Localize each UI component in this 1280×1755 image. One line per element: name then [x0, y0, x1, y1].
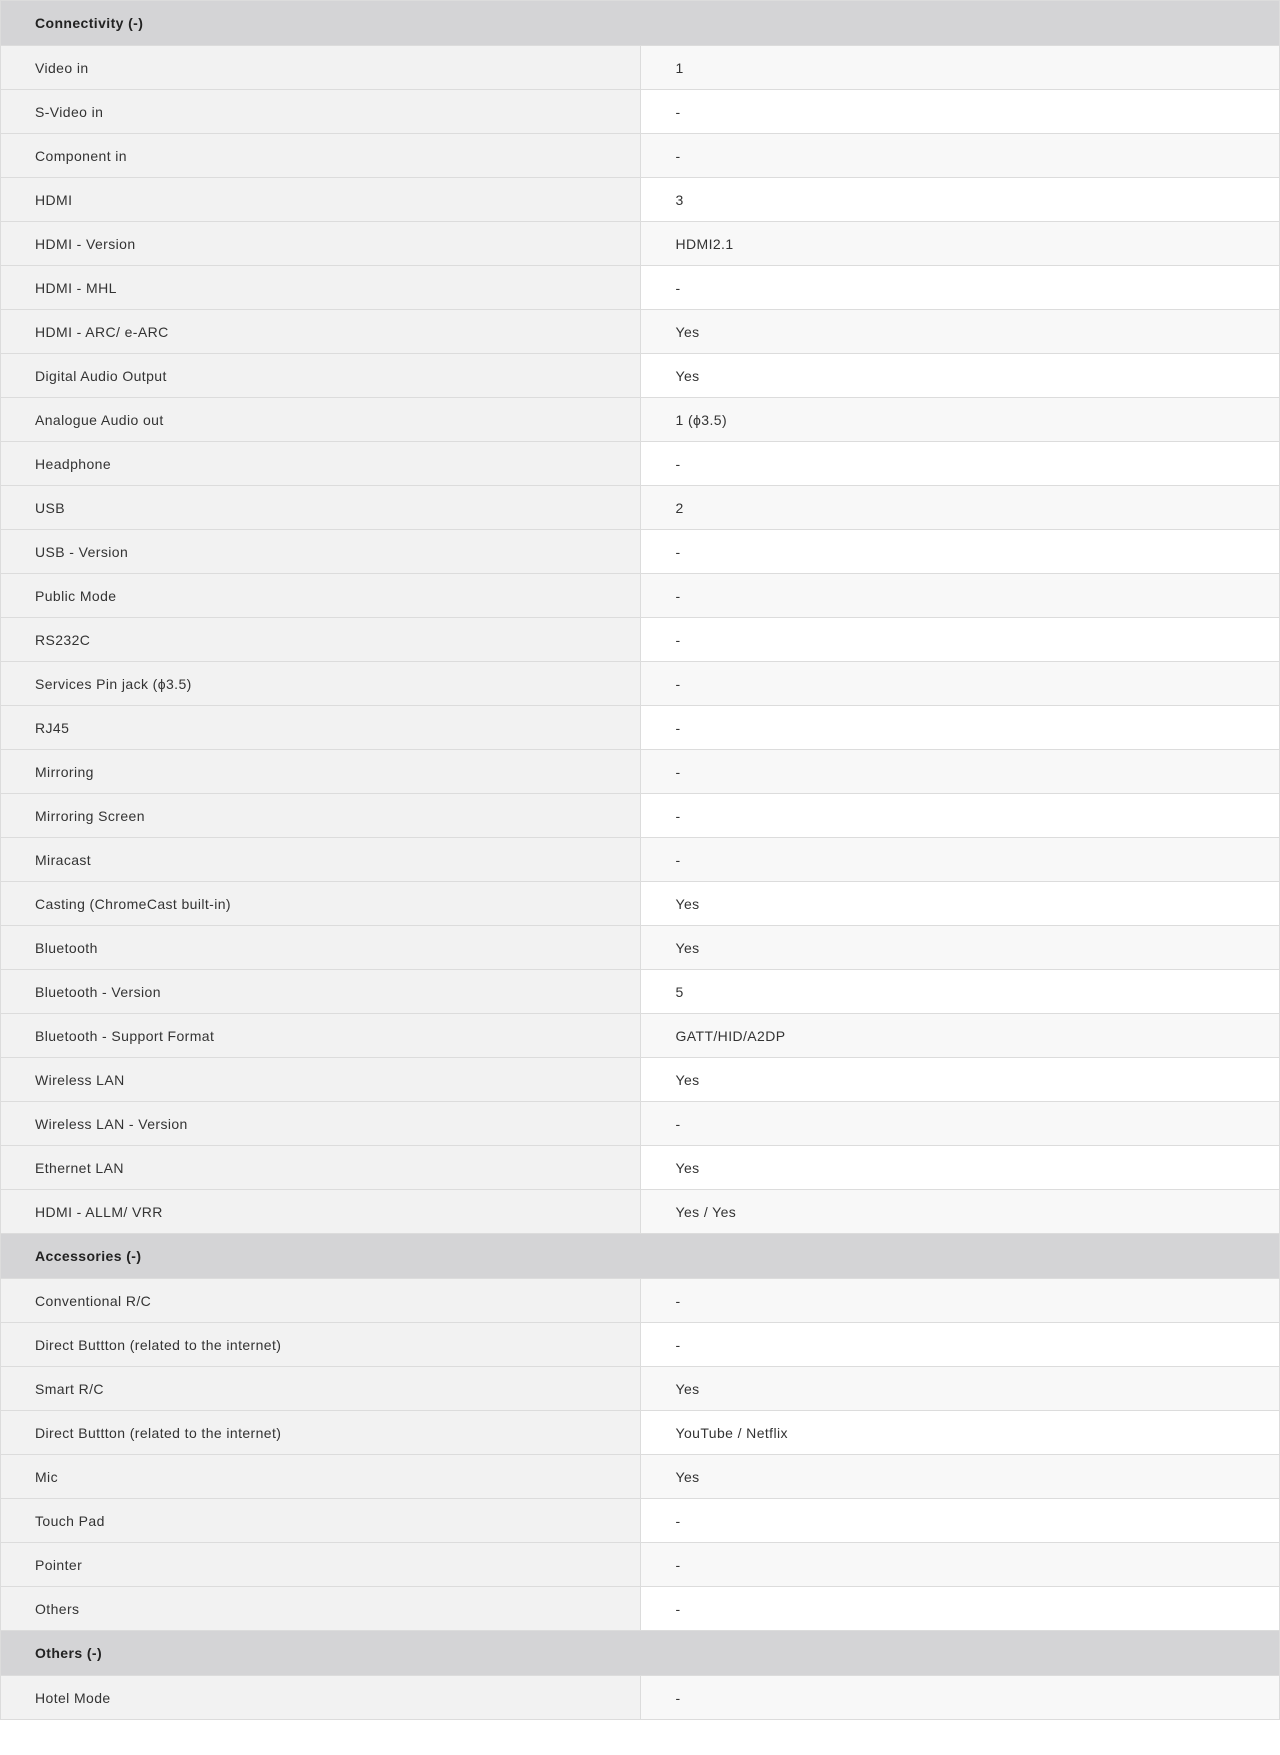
- spec-label: Wireless LAN - Version: [1, 1102, 641, 1146]
- spec-row: [1, 46, 1280, 90]
- spec-label: HDMI - ALLM/ VRR: [1, 1190, 641, 1234]
- spec-value: 2: [640, 486, 1280, 530]
- section-title[interactable]: Others (-): [1, 1631, 1280, 1676]
- spec-value: -: [640, 838, 1280, 882]
- spec-label: S-Video in: [1, 90, 641, 134]
- spec-row: [1, 1543, 1280, 1587]
- spec-value: -: [640, 134, 1280, 178]
- spec-value: HDMI2.1: [640, 222, 1280, 266]
- spec-row: [1, 1190, 1280, 1234]
- spec-value: -: [640, 1587, 1280, 1631]
- spec-label: Conventional R/C: [1, 1279, 641, 1323]
- spec-row: [1, 398, 1280, 442]
- spec-label: Component in: [1, 134, 641, 178]
- spec-row: [1, 662, 1280, 706]
- spec-label: USB - Version: [1, 530, 641, 574]
- spec-label: Mirroring Screen: [1, 794, 641, 838]
- spec-row: [1, 266, 1280, 310]
- spec-label: HDMI: [1, 178, 641, 222]
- spec-row: [1, 1279, 1280, 1323]
- spec-label: Ethernet LAN: [1, 1146, 641, 1190]
- spec-row: [1, 706, 1280, 750]
- section-header-connectivity[interactable]: [1, 1, 1280, 46]
- spec-value: -: [640, 618, 1280, 662]
- spec-label: Video in: [1, 46, 641, 90]
- spec-value: -: [640, 750, 1280, 794]
- spec-row: [1, 1323, 1280, 1367]
- spec-label: Smart R/C: [1, 1367, 641, 1411]
- spec-value: Yes: [640, 882, 1280, 926]
- spec-row: [1, 1014, 1280, 1058]
- spec-label: Wireless LAN: [1, 1058, 641, 1102]
- spec-row: [1, 90, 1280, 134]
- spec-value: -: [640, 266, 1280, 310]
- spec-row: [1, 1146, 1280, 1190]
- spec-row: [1, 178, 1280, 222]
- spec-label: Direct Buttton (related to the internet): [1, 1411, 641, 1455]
- spec-label: Direct Buttton (related to the internet): [1, 1323, 641, 1367]
- spec-value: Yes: [640, 1146, 1280, 1190]
- spec-value: -: [640, 90, 1280, 134]
- spec-row: [1, 1058, 1280, 1102]
- spec-value: YouTube / Netflix: [640, 1411, 1280, 1455]
- spec-value: -: [640, 1102, 1280, 1146]
- spec-value: -: [640, 442, 1280, 486]
- spec-label: HDMI - ARC/ e-ARC: [1, 310, 641, 354]
- spec-row: [1, 882, 1280, 926]
- spec-row: [1, 1411, 1280, 1455]
- spec-label: Miracast: [1, 838, 641, 882]
- spec-row: [1, 1676, 1280, 1720]
- spec-value: 1: [640, 46, 1280, 90]
- spec-value: -: [640, 662, 1280, 706]
- spec-label: Analogue Audio out: [1, 398, 641, 442]
- spec-label: Others: [1, 1587, 641, 1631]
- spec-row: [1, 574, 1280, 618]
- spec-label: Mic: [1, 1455, 641, 1499]
- spec-label: Hotel Mode: [1, 1676, 641, 1720]
- spec-label: Bluetooth - Support Format: [1, 1014, 641, 1058]
- spec-label: USB: [1, 486, 641, 530]
- spec-label: Casting (ChromeCast built-in): [1, 882, 641, 926]
- spec-row: [1, 1587, 1280, 1631]
- spec-value: -: [640, 1279, 1280, 1323]
- spec-value: Yes: [640, 1455, 1280, 1499]
- spec-label: HDMI - MHL: [1, 266, 641, 310]
- spec-row: [1, 1499, 1280, 1543]
- spec-value: Yes: [640, 926, 1280, 970]
- spec-row: [1, 134, 1280, 178]
- spec-label: Pointer: [1, 1543, 641, 1587]
- spec-row: [1, 1102, 1280, 1146]
- spec-table-body: [1, 1, 1280, 1720]
- spec-label: Headphone: [1, 442, 641, 486]
- spec-row: [1, 1455, 1280, 1499]
- spec-value: Yes / Yes: [640, 1190, 1280, 1234]
- spec-row: [1, 838, 1280, 882]
- spec-label: Digital Audio Output: [1, 354, 641, 398]
- spec-label: Bluetooth: [1, 926, 641, 970]
- spec-row: [1, 486, 1280, 530]
- spec-row: [1, 530, 1280, 574]
- spec-value: GATT/HID/A2DP: [640, 1014, 1280, 1058]
- spec-value: Yes: [640, 1058, 1280, 1102]
- spec-value: -: [640, 574, 1280, 618]
- spec-row: [1, 926, 1280, 970]
- spec-value: Yes: [640, 1367, 1280, 1411]
- spec-value: -: [640, 1676, 1280, 1720]
- spec-label: Mirroring: [1, 750, 641, 794]
- spec-row: [1, 618, 1280, 662]
- section-header-others[interactable]: [1, 1631, 1280, 1676]
- spec-label: HDMI - Version: [1, 222, 641, 266]
- spec-value: -: [640, 794, 1280, 838]
- spec-label: Touch Pad: [1, 1499, 641, 1543]
- spec-value: Yes: [640, 354, 1280, 398]
- spec-value: 3: [640, 178, 1280, 222]
- section-header-accessories[interactable]: [1, 1234, 1280, 1279]
- spec-value: -: [640, 530, 1280, 574]
- spec-value: 1 (ϕ3.5): [640, 398, 1280, 442]
- section-title[interactable]: Connectivity (-): [1, 1, 1280, 46]
- spec-label: RS232C: [1, 618, 641, 662]
- spec-value: 5: [640, 970, 1280, 1014]
- spec-row: [1, 310, 1280, 354]
- spec-label: Bluetooth - Version: [1, 970, 641, 1014]
- spec-value: -: [640, 1543, 1280, 1587]
- section-title[interactable]: Accessories (-): [1, 1234, 1280, 1279]
- spec-row: [1, 1367, 1280, 1411]
- spec-row: [1, 222, 1280, 266]
- spec-row: [1, 970, 1280, 1014]
- spec-row: [1, 354, 1280, 398]
- spec-value: -: [640, 1499, 1280, 1543]
- spec-label: RJ45: [1, 706, 641, 750]
- spec-row: [1, 794, 1280, 838]
- spec-row: [1, 750, 1280, 794]
- spec-label: Services Pin jack (ϕ3.5): [1, 662, 641, 706]
- spec-value: -: [640, 1323, 1280, 1367]
- spec-label: Public Mode: [1, 574, 641, 618]
- spec-value: -: [640, 706, 1280, 750]
- spec-row: [1, 442, 1280, 486]
- spec-value: Yes: [640, 310, 1280, 354]
